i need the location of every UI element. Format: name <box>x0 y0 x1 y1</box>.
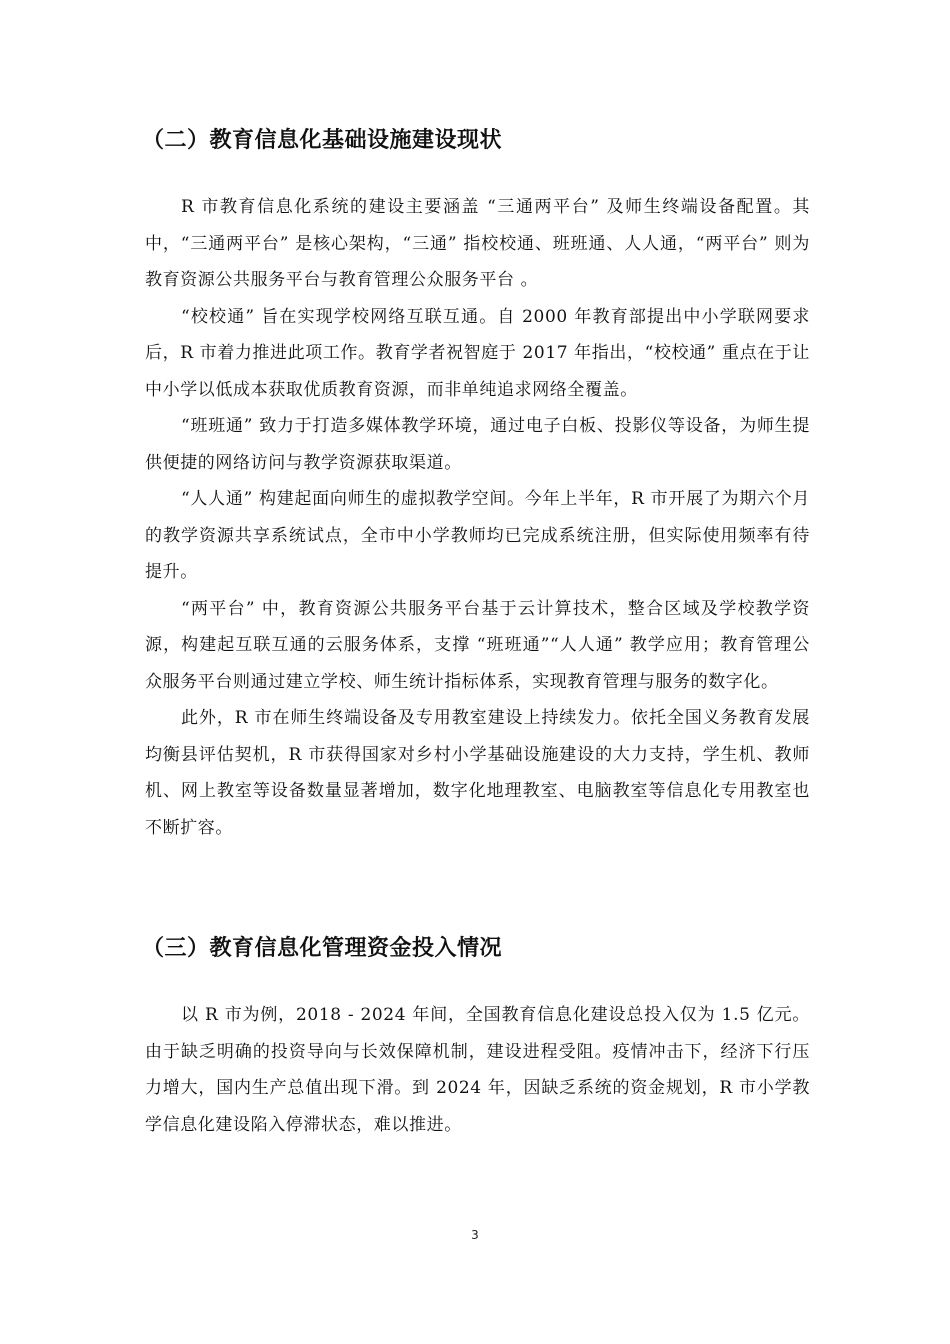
paragraph: “校校通” 旨在实现学校网络互联互通。自 2000 年教育部提出中小学联网要求后，R 市着力推进此项工作。教育学者祝智庭于 2017 年指出，“校校通” 重点在于让中小学以低成本获取优质教育资源，而非单纯追求网络全覆盖。 <box>145 306 810 400</box>
paragraph: “人人通” 构建起面向师生的虚拟教学空间。今年上半年，R 市开展了为期六个月的教学资源共享系统试点，全市中小学教师均已完成系统注册，但实际使用频率有待提升。 <box>145 489 810 582</box>
paragraph: 以 R 市为例，2018 - 2024 年间，全国教育信息化建设总投入仅为 1.5 亿元。由于缺乏明确的投资导向与长效保障机制，建设进程受阻。疫情冲击下，经济下行压力增大，国内生产总值出现下滑。到 2024 年，因缺乏系统的资金规划，R 市小学教学信息化建设陷入停滞状态，难以推进。 <box>145 1005 810 1135</box>
paragraph: “班班通” 致力于打造多媒体教学环境，通过电子白板、投影仪等设备，为师生提供便捷的网络访问与教学资源获取渠道。 <box>145 416 810 473</box>
section-heading-infrastructure: （二）教育信息化基础设施建设现状 <box>142 128 503 153</box>
section-body-infrastructure <box>145 189 810 846</box>
page-number: 3 <box>471 1228 479 1242</box>
section-heading-funding: （三）教育信息化管理资金投入情况 <box>142 936 503 961</box>
paragraph: R 市教育信息化系统的建设主要涵盖 “三通两平台” 及师生终端设备配置。其中，“三通两平台” 是核心架构，“三通” 指校校通、班班通、人人通，“两平台” 则为教育资源公共服务平台与教育管理公众服务平台 。 <box>145 197 810 290</box>
paragraph: 此外，R 市在师生终端设备及专用教室建设上持续发力。依托全国义务教育发展均衡县评估契机，R 市获得国家对乡村小学基础设施建设的大力支持，学生机、教师机、网上教室等设备数量显著增加，数字化地理教室、电脑教室等信息化专用教室也不断扩容。 <box>145 708 810 838</box>
paragraph: “两平台” 中，教育资源公共服务平台基于云计算技术，整合区域及学校教学资源，构建起互联互通的云服务体系，支撑 “班班通”“人人通” 教学应用；教育管理公众服务平台则通过建立学校、师生统计指标体系，实现教育管理与服务的数字化。 <box>145 598 810 692</box>
section-body-funding <box>145 997 810 1143</box>
